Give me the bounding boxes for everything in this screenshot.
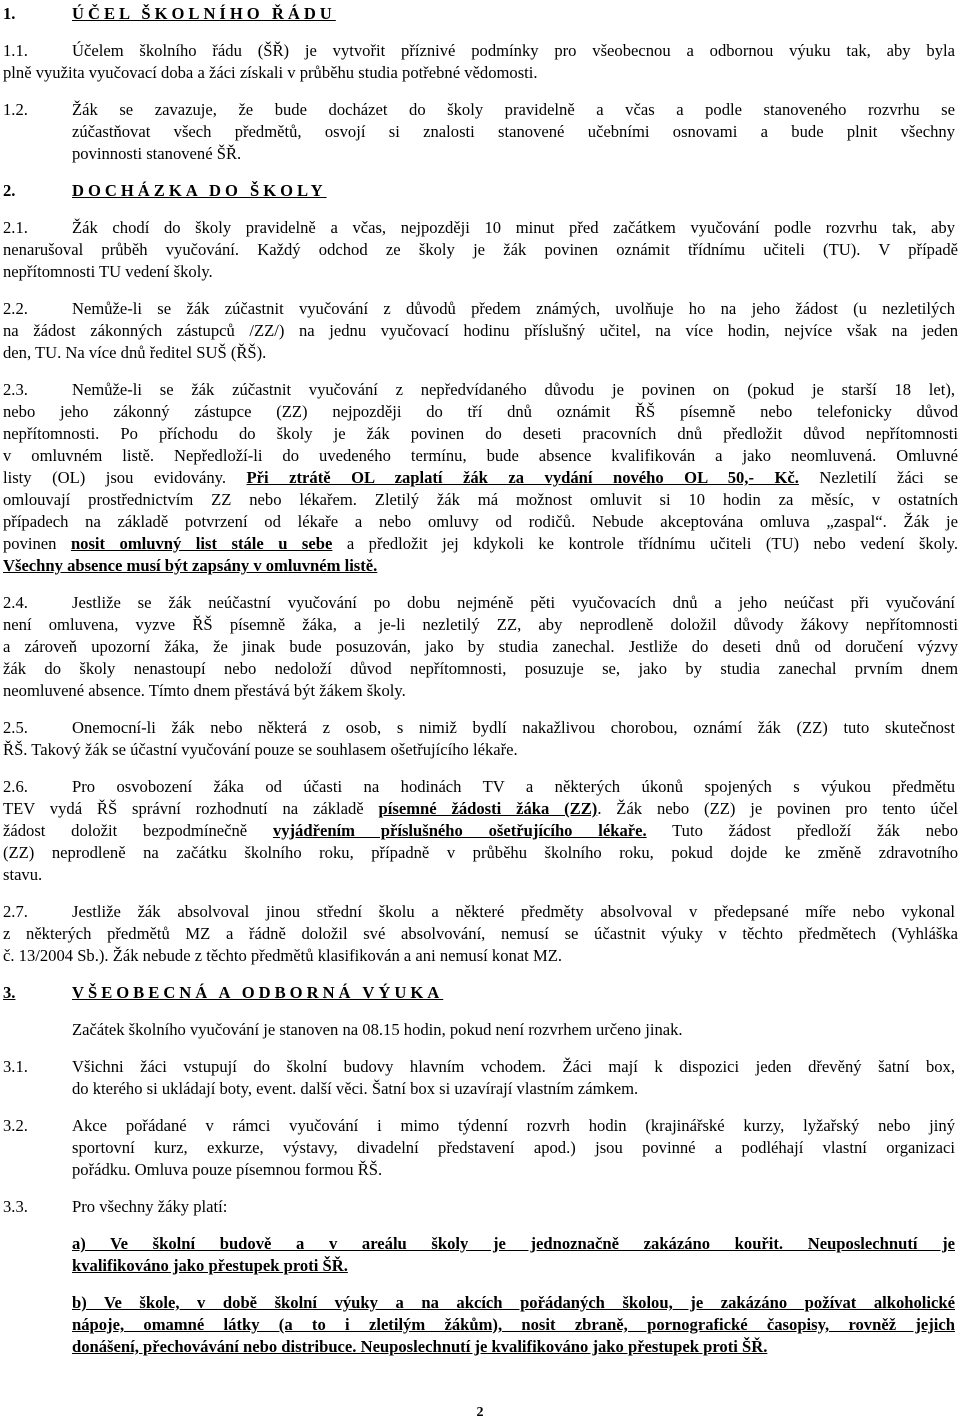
section-number: 3. xyxy=(3,983,16,1002)
rule-item-a: a) Ve školní budově a v areálu školy je jednoznačně zakázáno kouřit. Neuposlechnutí je xyxy=(72,1234,955,1253)
paragraph-line: neomluvené absence. Tímto dnem přestává být žákem školy. xyxy=(3,681,406,700)
paragraph-line: den, TU. Na více dnů ředitel SUŠ (ŘŠ). xyxy=(3,343,267,362)
rule-item-b: nápoje, omamné látky (a to i zletilým žákům), nosit zbraně, pornografické časopisy, rovněž jejich xyxy=(72,1315,955,1334)
section-number: 2. xyxy=(3,181,16,200)
paragraph-line: Jestliže žák absolvoval jinou střední školu a některé předměty absolvoval v předepsané míře nebo vykonal xyxy=(72,902,955,921)
paragraph-line: č. 13/2004 Sb.). Žák nebude z těchto předmětů klasifikován a ani nemusí konat MZ. xyxy=(3,946,562,965)
text-run: žádost doložit bezpodmínečně xyxy=(3,821,248,840)
section-heading-3 xyxy=(3,982,444,1004)
text-run: povinen xyxy=(3,534,57,553)
paragraph-line: plně využita vyučovací doba a žáci získali v průběhu studia potřebné vědomosti. xyxy=(3,63,538,82)
emphasized-line: Všechny absence musí být zapsány v omluvném listě. xyxy=(3,556,378,575)
section-heading-2 xyxy=(3,180,327,202)
paragraph-line: Účelem školního řádu (ŠŘ) je vytvořit příznivé podmínky pro všeobecnou a odbornou výuku tak, aby byla xyxy=(72,41,955,60)
paragraph-number: 1.1. xyxy=(3,41,28,60)
section-heading-1 xyxy=(3,3,336,25)
paragraph-line: (ZZ) neprodleně na začátku školního roku, případně v průběhu školního roku, pokud dojde ke změně zdravotního xyxy=(3,843,958,862)
paragraph-line: není omluvena, vyzve ŘŠ písemně žáka, a je-li nezletilý ZZ, aby neprodleně doložil důvody žákovy nepřítomnosti xyxy=(3,615,958,634)
page-number: 2 xyxy=(476,1405,484,1420)
paragraph-line: Žák chodí do školy pravidelně a včas, nejpozději 10 minut před začátkem vyučování podle rozvrhu tak, aby xyxy=(72,218,955,237)
paragraph-line: žák do školy nenastoupí nebo nedoloží důvod nepřítomnosti, posuzuje se, jako by studia zanechal prvním dnem xyxy=(3,659,958,678)
rule-item-b: donášení, přechovávání nebo distribuce. Neuposlechnutí je kvalifikováno jako přestupek proti ŠŘ. xyxy=(72,1337,768,1356)
paragraph-line: pořádku. Omluva pouze písemnou formou ŘŠ. xyxy=(72,1160,383,1179)
section-title: VŠEOBECNÁ A ODBORNÁ VÝUKA xyxy=(72,983,444,1002)
paragraph-line: nebo jeho zákonný zástupce (ZZ) nejpozději do tří dnů oznámit ŘŠ písemně nebo telefonicky důvod xyxy=(3,402,958,421)
paragraph-line: ŘŠ. Takový žák se účastní vyučování pouze se souhlasem ošetřujícího lékaře. xyxy=(3,740,518,759)
emphasized-text: nosit omluvný list stále u sebe xyxy=(70,534,333,553)
paragraph-line: omlouvají prostřednictvím ZZ nebo lékařem. Zletilý žák má možnost omluvit si 10 hodin za měsíc, v ostatních xyxy=(3,490,958,509)
paragraph-line: sportovní kurz, exkurze, výstavy, divadelní představení apod.) jsou povinné a podléhají vlastní organizaci xyxy=(72,1138,955,1157)
paragraph-line: v omluvném listě. Nepředloží-li do uvedeného termínu, bude absence kvalifikován a jako neomluvená. Omluvné xyxy=(3,446,958,465)
paragraph-number: 2.3. xyxy=(3,380,28,399)
text-run: Nezletilí žáci se xyxy=(819,468,958,487)
text-run: listy (OL) jsou evidovány. xyxy=(3,468,227,487)
paragraph-number: 1.2. xyxy=(3,100,28,119)
paragraph-line: Pro všechny žáky platí: xyxy=(72,1197,228,1216)
paragraph-number: 2.1. xyxy=(3,218,28,237)
emphasized-text: vyjádřením příslušného ošetřujícího lékaře. xyxy=(272,821,647,840)
paragraph-line xyxy=(3,798,958,820)
section-title: ÚČEL ŠKOLNÍHO ŘÁDU xyxy=(72,4,336,23)
paragraph-number: 3.2. xyxy=(3,1116,28,1135)
emphasized-text: Při ztrátě OL zaplatí žák za vydání nového OL 50,- Kč. xyxy=(246,468,799,487)
emphasized-text: písemné žádosti žáka (ZZ) xyxy=(378,799,598,818)
paragraph-line xyxy=(3,533,958,555)
section-number: 1. xyxy=(3,4,16,23)
paragraph-line: povinnosti stanovené ŠŘ. xyxy=(72,144,242,163)
paragraph-line: nepřítomnosti TU vedení školy. xyxy=(3,262,213,281)
text-run: a předložit jej kdykoli ke kontrole třídnímu učiteli (TU) nebo vedení školy. xyxy=(346,534,958,553)
rule-item-a: kvalifikováno jako přestupek proti ŠŘ. xyxy=(72,1256,348,1275)
paragraph-line: nepřítomnosti. Po příchodu do školy je žák povinen do deseti pracovních dnů předložit důvod nepřítomnosti xyxy=(3,424,958,443)
text-run: TEV vydá ŘŠ správní rozhodnutí na základě xyxy=(3,799,364,818)
paragraph-number: 2.6. xyxy=(3,777,28,796)
paragraph-line: Nemůže-li se žák zúčastnit vyučování z nepředvídaného důvodu je povinen on (pokud je starší 18 let), xyxy=(72,380,955,399)
paragraph-number: 3.1. xyxy=(3,1057,28,1076)
paragraph-line: nenarušoval průběh vyučování. Každý odchod ze školy je žák povinen oznámit třídnímu učiteli (TU). V případě xyxy=(3,240,958,259)
section-title: DOCHÁZKA DO ŠKOLY xyxy=(72,181,327,200)
paragraph-line: Nemůže-li se žák zúčastnit vyučování z důvodů předem známých, uvolňuje ho na jeho žádost (u nezletilých xyxy=(72,299,955,318)
paragraph-line: stavu. xyxy=(3,865,43,884)
paragraph-number: 2.5. xyxy=(3,718,28,737)
text-run: . Žák nebo (ZZ) je povinen pro tento účel xyxy=(597,799,958,818)
paragraph-number: 2.4. xyxy=(3,593,28,612)
paragraph-line: na žádost zákonných zástupců /ZZ/) na jednu vyučovací hodinu příslušný učitel, na více hodin, nejvíce však na jeden xyxy=(3,321,958,340)
paragraph-line: Všichni žáci vstupují do školní budovy hlavním vchodem. Žáci mají k dispozici jeden dřevěný šatní box, xyxy=(72,1057,955,1076)
paragraph-line: a zároveň upozorní žáka, že jinak bude posuzován, jako by studia zanechal. Jestliže do deseti dnů od doručení výzvy xyxy=(3,637,958,656)
paragraph-line: do kterého si ukládají boty, event. další věci. Šatní box si uzavírají vlastním zámkem. xyxy=(72,1079,639,1098)
paragraph-line xyxy=(3,467,958,489)
rule-item-b: b) Ve škole, v době školní výuky a na akcích pořádaných školou, je zakázáno požívat alkoholické xyxy=(72,1293,955,1312)
paragraph-number: 2.7. xyxy=(3,902,28,921)
paragraph-line: Jestliže se žák neúčastní vyučování po dobu nejméně pěti vyučovacích dnů a jeho neúčast při vyučování xyxy=(72,593,955,612)
paragraph-line: případech na základě potvrzení od lékaře a nebo omluvy od rodičů. Nebude akceptována omluva „zaspal“. Žák je xyxy=(3,512,958,531)
paragraph-line: Začátek školního vyučování je stanoven na 08.15 hodin, pokud není rozvrhem určeno jinak. xyxy=(72,1020,683,1039)
paragraph-line: Onemocní-li žák nebo některá z osob, s nimiž bydlí nakažlivou chorobou, oznámí žák (ZZ) tuto skutečnost xyxy=(72,718,955,737)
text-run: Tuto žádost předloží žák nebo xyxy=(672,821,958,840)
paragraph-number: 3.3. xyxy=(3,1197,28,1216)
paragraph-line: zúčastňovat všech předmětů, osvojí si znalosti stanovené učebními osnovami a bude plnit všechny xyxy=(72,122,955,141)
paragraph-line: Akce pořádané v rámci vyučování i mimo týdenní rozvrh hodin (krajinářské kurzy, lyžařský nebo jiný xyxy=(72,1116,955,1135)
paragraph-line: Žák se zavazuje, že bude docházet do školy pravidelně a včas a podle stanoveného rozvrhu se xyxy=(72,100,955,119)
paragraph-line: Pro osvobození žáka od účasti na hodinách TV a některých úkonů spojených s výukou předmětu xyxy=(72,777,955,796)
paragraph-line xyxy=(3,820,958,842)
paragraph-number: 2.2. xyxy=(3,299,28,318)
paragraph-line: z některých předmětů MZ a řádně doložil své absolvování, nemusí se účastnit výuky v těchto předmětech (Vyhláška xyxy=(3,924,958,943)
